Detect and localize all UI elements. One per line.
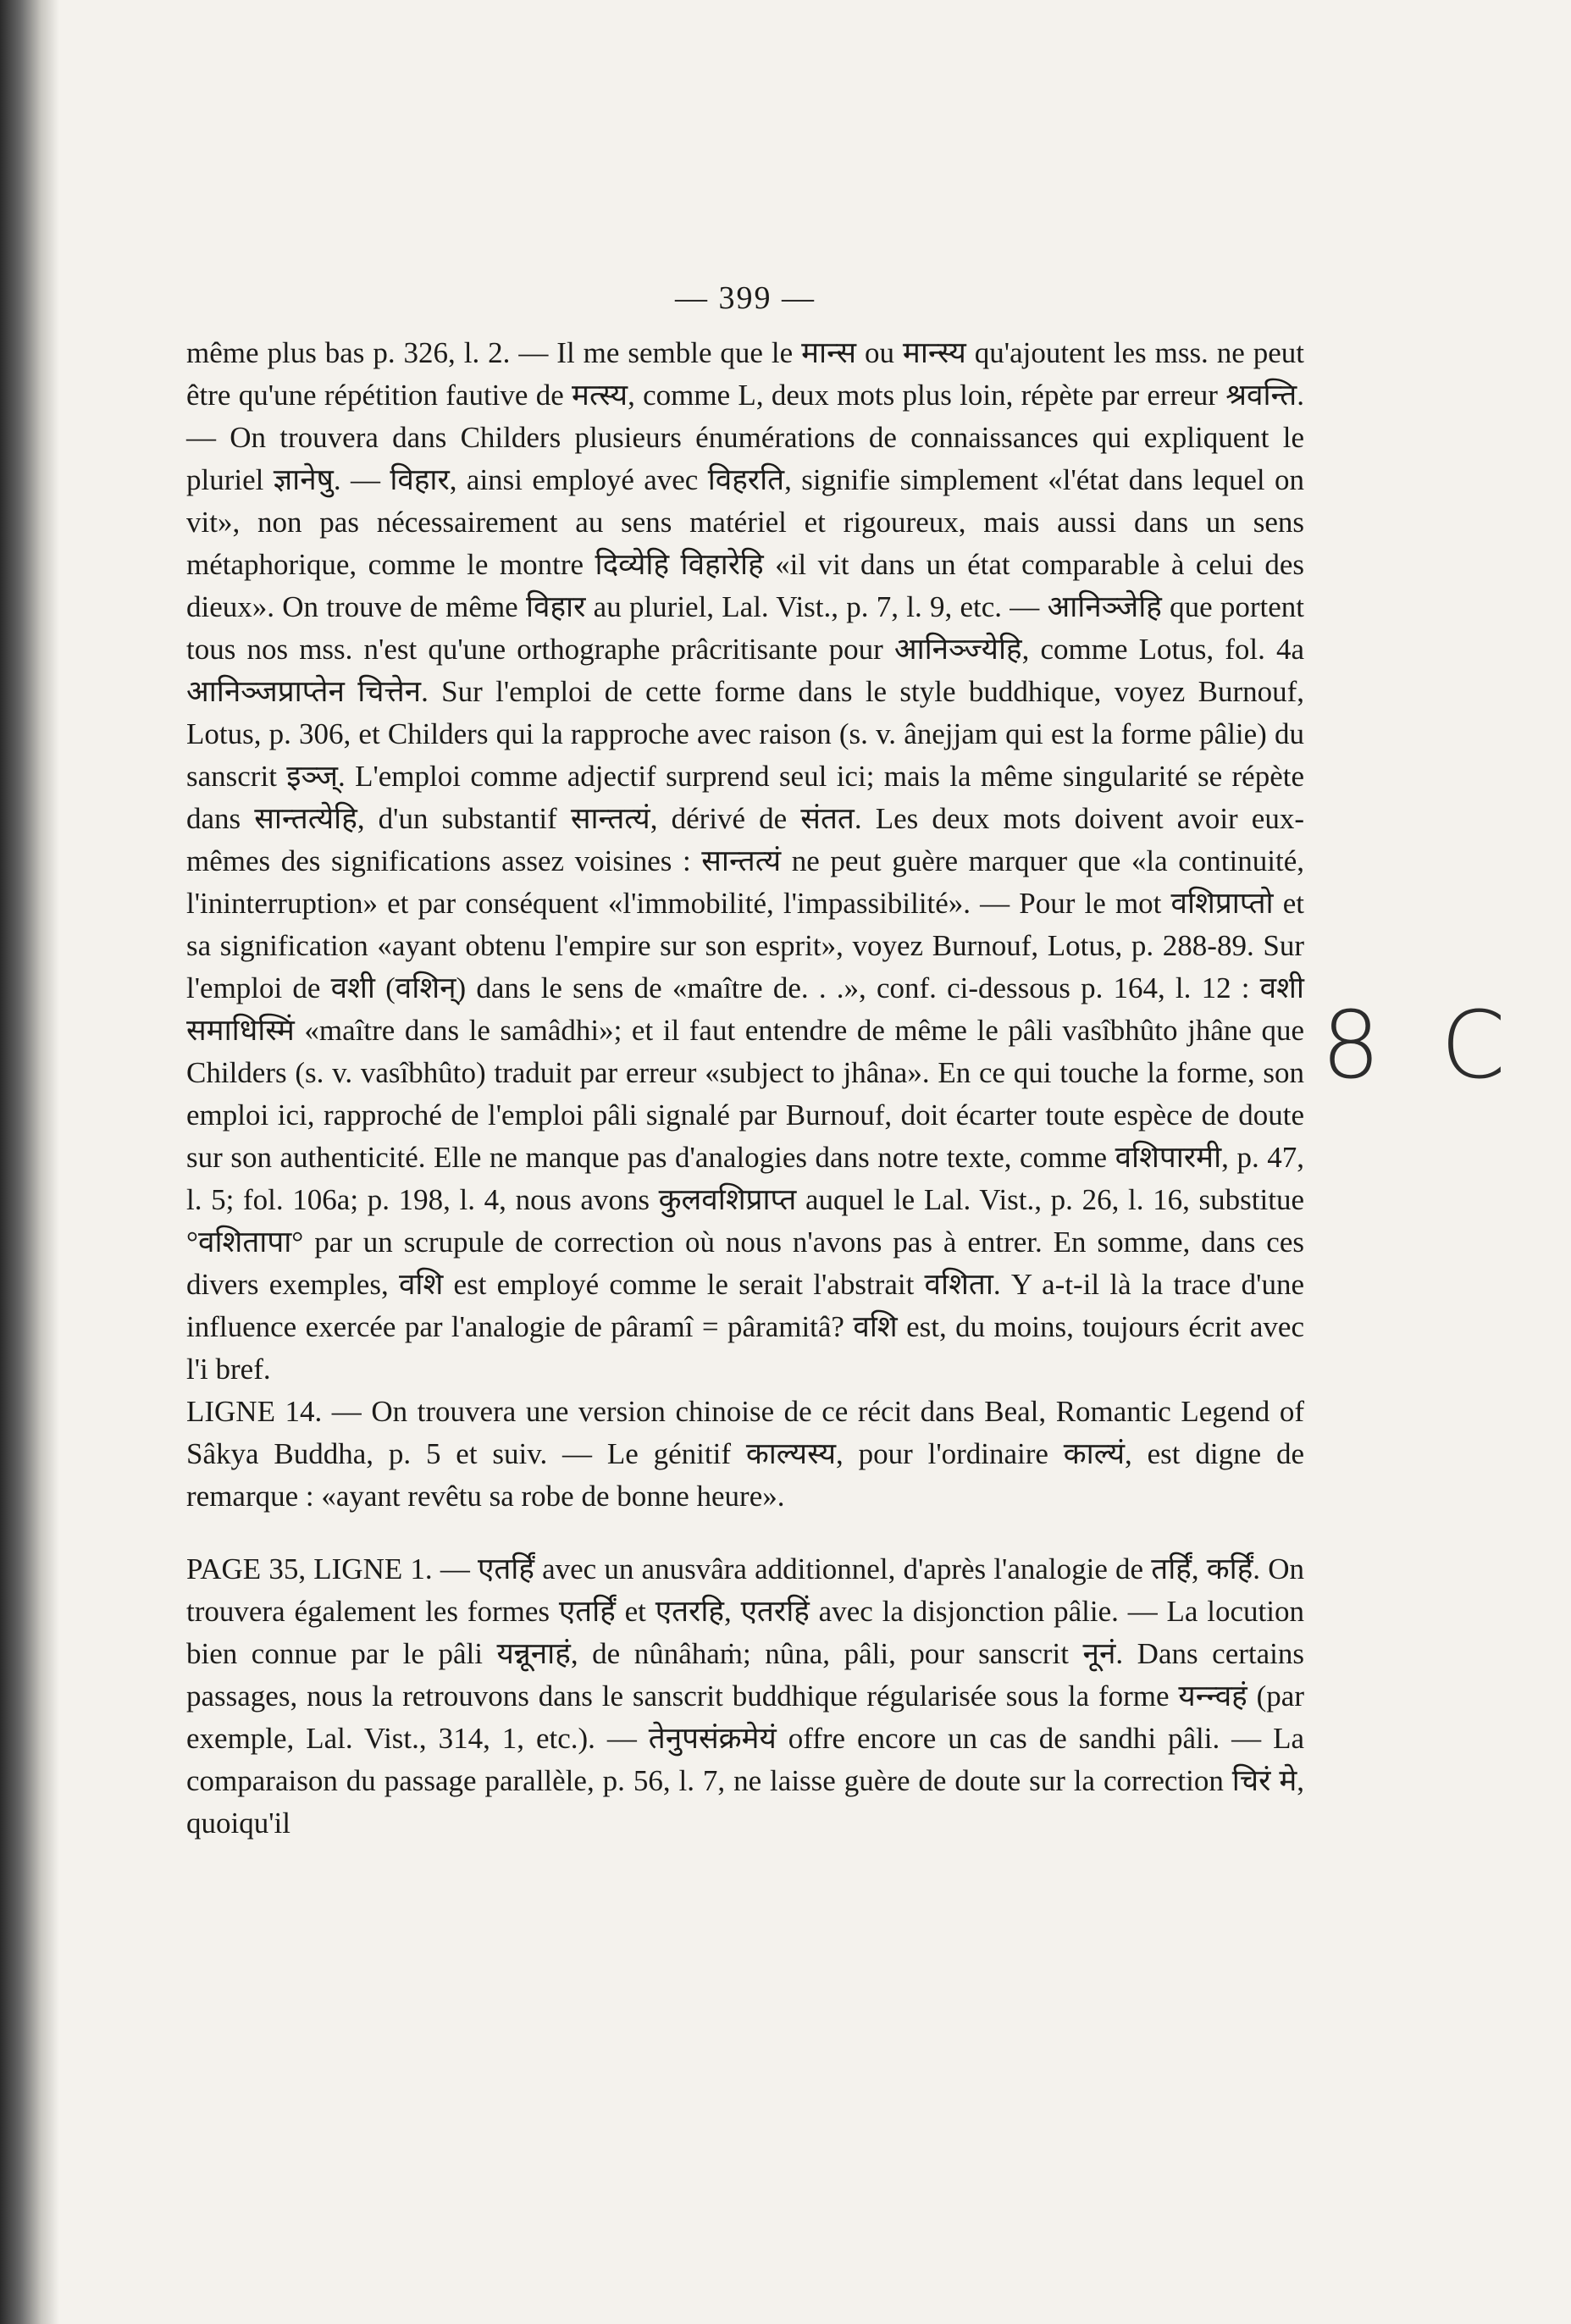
- paragraph-ligne-14: LIGNE 14. — On trouvera une version chinoise de ce récit dans Beal, Romantic Legend of Sâkya Buddha, p. 5 et suiv. — Le génitif काल्यस्य, pour l'ordinaire काल्यं, est digne de remarque : «ayant revêtu sa robe de bonne heure».: [186, 1395, 1304, 1513]
- page-number: — 399 —: [675, 280, 816, 316]
- paragraph-page-35: PAGE 35, LIGNE 1. — एतर्हिं avec un anusvâra additionnel, d'après l'analogie de तर्हिं, कर्हिं. On trouvera également les formes एतर्हिं et एतरहि, एतरहिं avec la disjonction pâlie. — La locution bien connue par le pâli यन्नूनाहं, de nûnâhaṁ; nûna, pâli, pour sanscrit नूनं. Dans certains passages, nous la retrouvons dans le sanscrit buddhique régularisée sous la forme यन्न्वहं (par exemple, Lal. Vist., 314, 1, etc.). — तेनुपसंक्रमेयं offre encore un cas de sandhi pâli. — La comparaison du passage parallèle, p. 56, l. 7, ne laisse guère de doute sur la correction चिरं मे, quoiqu'il: [186, 1552, 1304, 1840]
- book-binding-edge: [0, 0, 59, 2324]
- handwritten-margin-note: 8 C: [1321, 991, 1521, 1099]
- paragraph-1: même plus bas p. 326, l. 2. — Il me semble que le मान्स ou मान्स्य qu'ajoutent les mss. ne peut être qu'une répétition fautive de मत्स्य, comme L, deux mots plus loin, répète par erreur श्रवन्ति. — On trouvera dans Childers plusieurs énumérations de connaissances qui expliquent le pluriel ज्ञानेषु. — विहार, ainsi employé avec विहरति, signifie simplement «l'état dans lequel on vit», non pas nécessairement au sens matériel et rigoureux, mais aussi dans un sens métaphorique, comme le montre दिव्येहि विहारेहि «il vit dans un état comparable à celui des dieux». On trouve de même विहार au pluriel, Lal. Vist., p. 7, l. 9, etc. — आनिञ्जेहि que portent tous nos mss. n'est qu'une orthographe prâcritisante pour आनिञ्ज्येहि, comme Lotus, fol. 4a आनिञ्जप्राप्तेन चित्तेन. Sur l'emploi de cette forme dans le style buddhique, voyez Burnouf, Lotus, p. 306, et Childers qui la rapproche avec raison (s. v. ânejjam qui est la forme pâlie) du sanscrit इञ्ज्. L'emploi comme adjectif surprend seul ici; mais la même singularité se répète dans सान्तत्येहि, d'un substantif सान्तत्यं, dérivé de संतत. Les deux mots doivent avoir eux-mêmes des significations assez voisines : सान्तत्यं ne peut guère marquer que «la continuité, l'ininterruption» et par conséquent «l'immobilité, l'impassibilité». — Pour le mot वशिप्राप्तो et sa signification «ayant obtenu l'empire sur son esprit», voyez Burnouf, Lotus, p. 288-89. Sur l'emploi de वशी (वशिन्) dans le sens de «maître de. . .», conf. ci-dessous p. 164, l. 12 : वशी समाधिस्मिं «maître dans le samâdhi»; et il faut entendre de même le pâli vasîbhûto jhâne que Childers (s. v. vasîbhûto) traduit par erreur «subject to jhâna». En ce qui touche la forme, son emploi ici, rapproché de l'emploi pâli signalé par Burnouf, doit écarter toute espèce de doute sur son authenticité. Elle ne manque pas d'analogies dans notre texte, comme वशिपारमी, p. 47, l. 5; fol. 106a; p. 198, l. 4, nous avons कुलवशिप्राप्त auquel le Lal. Vist., p. 26, l. 16, substitue °वशितापा° par un scrupule de correction où nous n'avons pas à entrer. En somme, dans ces divers exemples, वशि est employé comme le serait l'abstrait वशिता. Y a-t-il là la trace d'une influence exercée par l'analogie de pâramî = pâramitâ? वशि est, du moins, toujours écrit avec l'i bref.: [186, 336, 1304, 1386]
- page-body: [186, 279, 1304, 1845]
